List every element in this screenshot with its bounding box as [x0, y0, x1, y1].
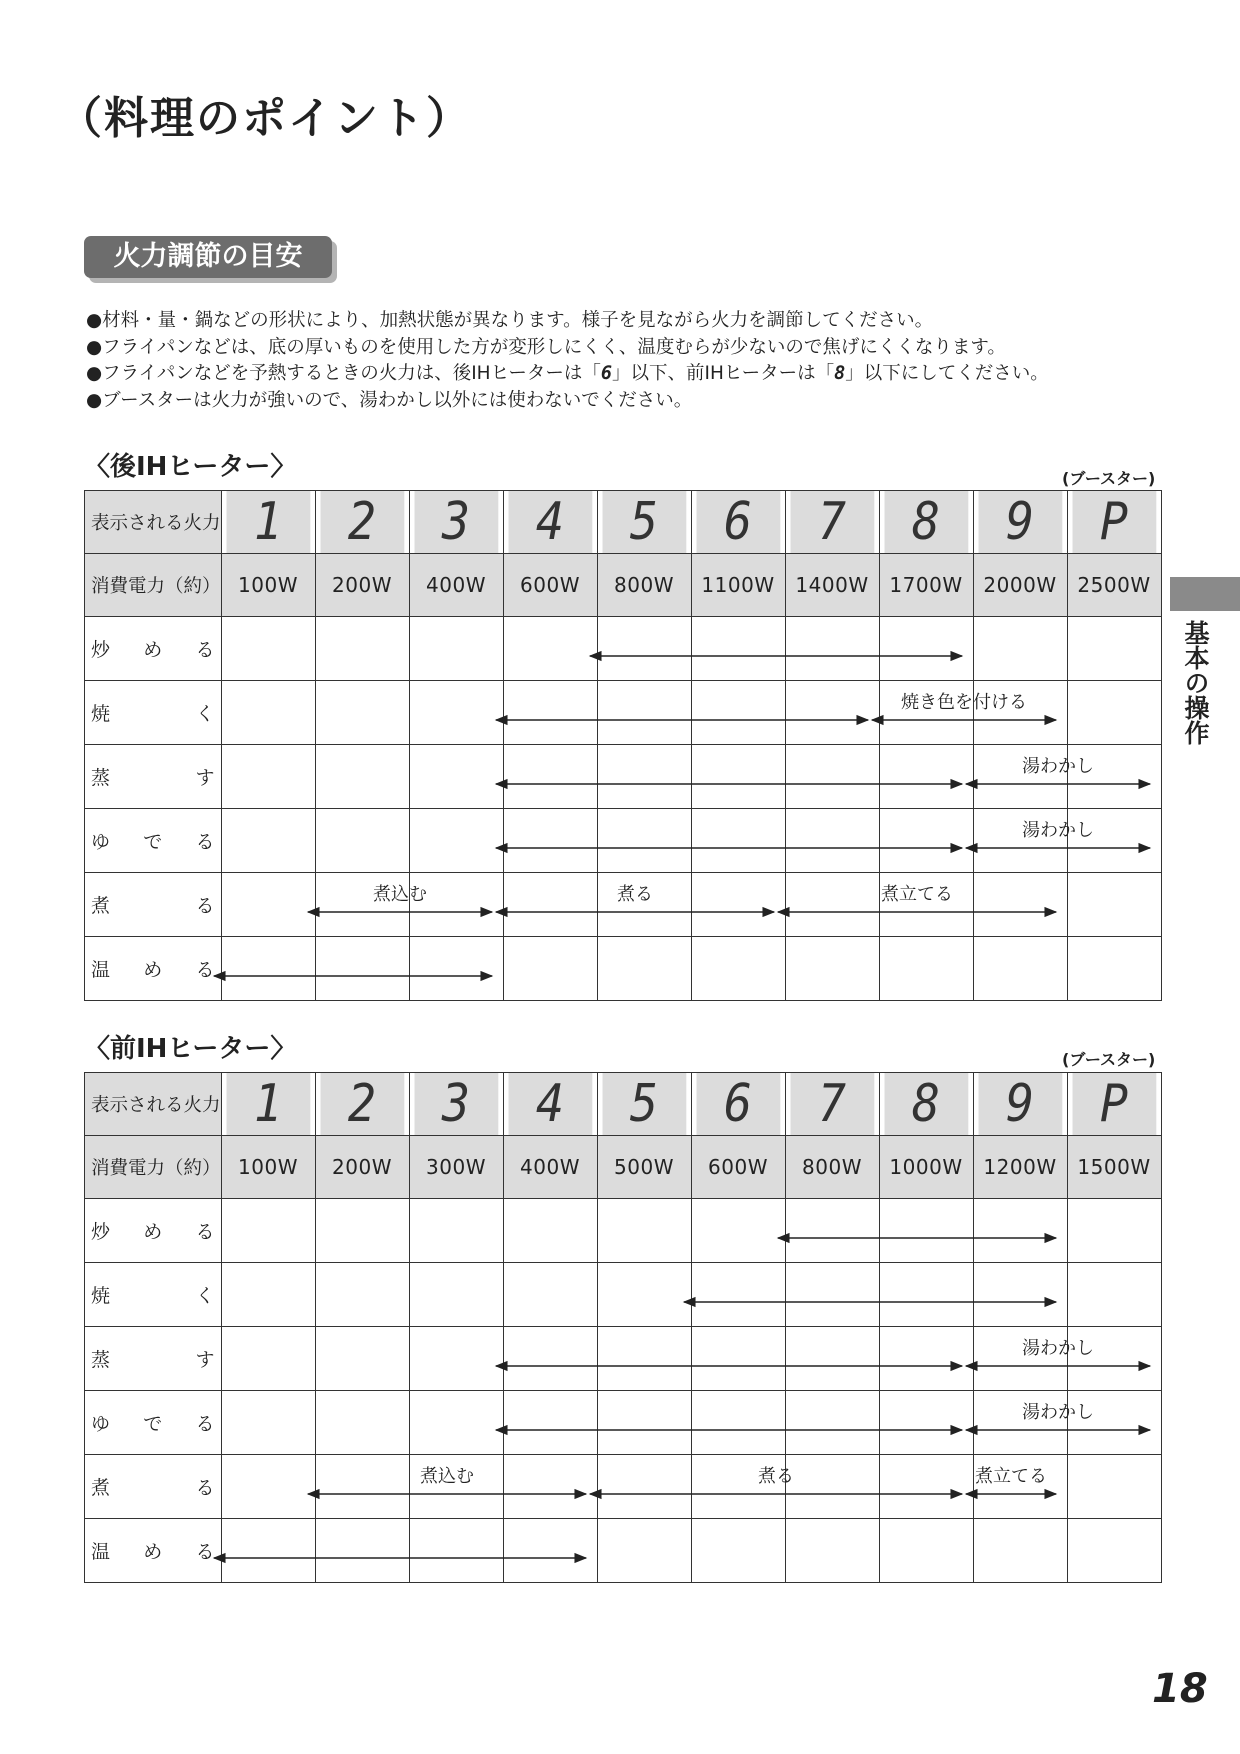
range-arrow-label: 湯わかし	[1022, 1402, 1094, 1423]
range-cell	[973, 617, 1067, 681]
level-display-cell: 6	[696, 491, 781, 554]
wattage-cell: 2000W	[973, 554, 1067, 617]
range-cell	[879, 1519, 973, 1583]
range-cell	[315, 1327, 409, 1391]
range-cell	[597, 617, 691, 681]
wattage-cell: 400W	[409, 554, 503, 617]
range-cell	[785, 873, 879, 937]
range-cell	[503, 617, 597, 681]
page-title: （料理のポイント）	[58, 93, 472, 144]
display-level-label: 表示される火力	[85, 491, 222, 554]
range-cell	[973, 873, 1067, 937]
range-cell	[597, 1391, 691, 1455]
range-cell	[221, 1199, 315, 1263]
front-booster-label: (ブースター)	[1062, 1050, 1156, 1069]
level-display-cell: 3	[414, 491, 499, 554]
range-cell	[691, 873, 785, 937]
note-item	[86, 361, 1049, 388]
cooking-method-label: 煮 る	[85, 873, 222, 937]
power-consumption-label: 消費電力（約）	[85, 1136, 222, 1199]
range-cell	[785, 1455, 879, 1519]
note-text: 」以下にしてください。	[845, 363, 1049, 384]
level-display-cell: 7	[790, 1073, 875, 1136]
range-cell	[785, 937, 879, 1001]
side-tab	[1170, 577, 1240, 611]
level-display-cell: 3	[414, 1073, 499, 1136]
range-cell	[221, 809, 315, 873]
range-cell	[221, 1327, 315, 1391]
range-cell	[503, 1455, 597, 1519]
range-cell	[409, 1263, 503, 1327]
wattage-cell: 800W	[597, 554, 691, 617]
range-cell	[315, 1455, 409, 1519]
range-cell	[691, 681, 785, 745]
range-cell	[315, 1199, 409, 1263]
range-cell	[597, 1519, 691, 1583]
cooking-method-label: 蒸 す	[85, 1327, 222, 1391]
wattage-cell: 1200W	[973, 1136, 1067, 1199]
cooking-method-row	[85, 1199, 1162, 1263]
range-cell	[503, 1391, 597, 1455]
cooking-method-row	[85, 745, 1162, 809]
range-cell	[503, 873, 597, 937]
range-cell	[221, 617, 315, 681]
range-cell	[315, 937, 409, 1001]
range-cell	[879, 1327, 973, 1391]
level-display-cell: 7	[790, 491, 875, 554]
range-cell	[503, 1519, 597, 1583]
power-consumption-label: 消費電力（約）	[85, 554, 222, 617]
wattage-cell: 600W	[503, 554, 597, 617]
range-arrow-label: 煮る	[758, 1466, 794, 1487]
range-cell	[973, 937, 1067, 1001]
range-cell	[409, 1199, 503, 1263]
wattage-cell: 1500W	[1067, 1136, 1161, 1199]
range-cell	[315, 1519, 409, 1583]
front-table-grid	[84, 1072, 1162, 1583]
cooking-method-label: 温 め る	[85, 1519, 222, 1583]
range-cell	[597, 1455, 691, 1519]
note-item: ●ブースターは火力が強いので、湯わかし以外には使わないでください。	[86, 389, 693, 411]
range-arrow-label: 煮立てる	[975, 1466, 1047, 1487]
range-cell	[879, 1199, 973, 1263]
range-cell	[221, 1263, 315, 1327]
range-cell	[221, 1391, 315, 1455]
segment-digit: 6	[600, 363, 612, 384]
range-cell	[503, 681, 597, 745]
rear-table-grid	[84, 490, 1162, 1001]
wattage-cell: 100W	[221, 1136, 315, 1199]
wattage-cell: 1000W	[879, 1136, 973, 1199]
level-display-cell: 4	[508, 1073, 593, 1136]
range-cell	[1067, 1263, 1161, 1327]
range-cell	[503, 745, 597, 809]
range-cell	[1067, 617, 1161, 681]
range-cell	[597, 681, 691, 745]
cooking-method-label: 蒸 す	[85, 745, 222, 809]
cooking-method-label: 焼 く	[85, 681, 222, 745]
level-display-cell: 9	[978, 1073, 1063, 1136]
level-display-cell: 2	[320, 1073, 405, 1136]
range-cell	[409, 617, 503, 681]
range-cell	[315, 745, 409, 809]
range-cell	[879, 1455, 973, 1519]
range-cell	[879, 1263, 973, 1327]
wattage-cell: 500W	[597, 1136, 691, 1199]
wattage-cell: 300W	[409, 1136, 503, 1199]
display-level-label: 表示される火力	[85, 1073, 222, 1136]
range-cell	[1067, 1199, 1161, 1263]
range-arrow-label: 焼き色を付ける	[901, 692, 1027, 713]
level-display-cell: 4	[508, 491, 593, 554]
range-cell	[879, 745, 973, 809]
cooking-method-label: 煮 る	[85, 1455, 222, 1519]
wattage-cell: 1400W	[785, 554, 879, 617]
level-display-cell: 6	[696, 1073, 781, 1136]
range-cell	[221, 745, 315, 809]
range-cell	[785, 1263, 879, 1327]
range-cell	[409, 809, 503, 873]
range-cell	[503, 1263, 597, 1327]
level-display-cell: P	[1072, 1073, 1157, 1136]
range-cell	[785, 617, 879, 681]
range-cell	[785, 1199, 879, 1263]
range-cell	[503, 1199, 597, 1263]
range-cell	[315, 617, 409, 681]
range-cell	[879, 937, 973, 1001]
range-cell	[1067, 937, 1161, 1001]
cooking-method-label: ゆ で る	[85, 1391, 222, 1455]
cooking-method-row	[85, 617, 1162, 681]
level-display-cell: 1	[226, 1073, 311, 1136]
range-cell	[1067, 681, 1161, 745]
range-cell	[409, 1391, 503, 1455]
range-arrow-label: 湯わかし	[1022, 820, 1094, 841]
notes-list	[86, 308, 1049, 414]
range-cell	[691, 809, 785, 873]
range-cell	[597, 937, 691, 1001]
cooking-method-row	[85, 809, 1162, 873]
wattage-cell: 100W	[221, 554, 315, 617]
note-item: ●フライパンなどは、底の厚いものを使用した方が変形しにくく、温度むらが少ないので焦げにくくなります。	[86, 336, 1006, 358]
cooking-method-label: ゆ で る	[85, 809, 222, 873]
wattage-cell: 1100W	[691, 554, 785, 617]
level-display-cell: 5	[602, 1073, 687, 1136]
range-cell	[315, 1263, 409, 1327]
wattage-cell: 200W	[315, 554, 409, 617]
range-cell	[503, 1327, 597, 1391]
range-cell	[409, 681, 503, 745]
range-cell	[503, 809, 597, 873]
range-cell	[597, 745, 691, 809]
range-cell	[785, 745, 879, 809]
cooking-method-label: 温 め る	[85, 937, 222, 1001]
range-cell	[503, 937, 597, 1001]
level-display-cell: 5	[602, 491, 687, 554]
range-cell	[409, 1519, 503, 1583]
range-cell	[221, 1455, 315, 1519]
segment-digit: 8	[834, 363, 846, 384]
level-display-cell: P	[1072, 491, 1157, 554]
range-cell	[973, 1199, 1067, 1263]
cooking-method-label: 焼 く	[85, 1263, 222, 1327]
range-cell	[879, 809, 973, 873]
range-arrow-label: 煮込む	[373, 884, 427, 905]
rear-booster-label: (ブースター)	[1062, 469, 1156, 488]
range-cell	[691, 617, 785, 681]
range-cell	[785, 809, 879, 873]
cooking-method-row	[85, 1327, 1162, 1391]
range-cell	[221, 873, 315, 937]
wattage-cell: 600W	[691, 1136, 785, 1199]
range-cell	[973, 1519, 1067, 1583]
wattage-cell: 400W	[503, 1136, 597, 1199]
range-cell	[691, 745, 785, 809]
cooking-method-row	[85, 1263, 1162, 1327]
range-cell	[1067, 1519, 1161, 1583]
range-arrow-label: 煮る	[617, 884, 653, 905]
level-display-cell: 8	[884, 491, 969, 554]
range-cell	[879, 617, 973, 681]
range-cell	[973, 1263, 1067, 1327]
range-cell	[1067, 1455, 1161, 1519]
page-number: 18	[1152, 1666, 1208, 1712]
rear-heater-title: 〈後IHヒーター〉	[84, 452, 297, 482]
range-cell	[597, 809, 691, 873]
cooking-method-row	[85, 1519, 1162, 1583]
range-cell	[691, 1263, 785, 1327]
note-item: ●材料・量・鍋などの形状により、加熱状態が異なります。様子を見ながら火力を調節してください。	[86, 310, 934, 331]
range-cell	[691, 1199, 785, 1263]
section-badge: 火力調節の目安	[84, 236, 332, 278]
range-cell	[221, 937, 315, 1001]
level-display-cell: 8	[884, 1073, 969, 1136]
range-arrow-label: 煮立てる	[881, 884, 953, 905]
wattage-cell: 1700W	[879, 554, 973, 617]
wattage-cell: 2500W	[1067, 554, 1161, 617]
range-cell	[409, 745, 503, 809]
range-cell	[691, 1519, 785, 1583]
range-cell	[409, 937, 503, 1001]
note-text: 」以下、前IHヒーターは「	[612, 363, 835, 384]
range-cell	[315, 809, 409, 873]
range-cell	[315, 681, 409, 745]
wattage-cell: 200W	[315, 1136, 409, 1199]
note-text: ●フライパンなどを予熱するときの火力は、後IHヒーターは「	[86, 363, 601, 384]
range-cell	[315, 1391, 409, 1455]
range-cell	[691, 937, 785, 1001]
cooking-method-label: 炒 め る	[85, 1199, 222, 1263]
range-cell	[785, 1327, 879, 1391]
range-cell	[221, 1519, 315, 1583]
level-display-cell: 1	[226, 491, 311, 554]
side-tab-label: 基本の操作	[1181, 620, 1210, 745]
range-arrow-label: 煮込む	[420, 1466, 474, 1487]
range-cell	[597, 1199, 691, 1263]
level-display-cell: 2	[320, 491, 405, 554]
range-arrow-label: 湯わかし	[1022, 1338, 1094, 1359]
cooking-method-row	[85, 1391, 1162, 1455]
range-arrow-label: 湯わかし	[1022, 756, 1094, 777]
range-cell	[785, 1391, 879, 1455]
level-display-cell: 9	[978, 491, 1063, 554]
front-heater-title: 〈前IHヒーター〉	[84, 1034, 297, 1064]
range-cell	[1067, 873, 1161, 937]
cooking-method-label: 炒 め る	[85, 617, 222, 681]
wattage-cell: 800W	[785, 1136, 879, 1199]
range-cell	[879, 1391, 973, 1455]
range-cell	[691, 1327, 785, 1391]
range-cell	[691, 1391, 785, 1455]
range-cell	[221, 681, 315, 745]
range-cell	[785, 681, 879, 745]
range-cell	[597, 1263, 691, 1327]
cooking-method-row	[85, 937, 1162, 1001]
range-cell	[785, 1519, 879, 1583]
range-cell	[409, 1327, 503, 1391]
range-cell	[597, 1327, 691, 1391]
